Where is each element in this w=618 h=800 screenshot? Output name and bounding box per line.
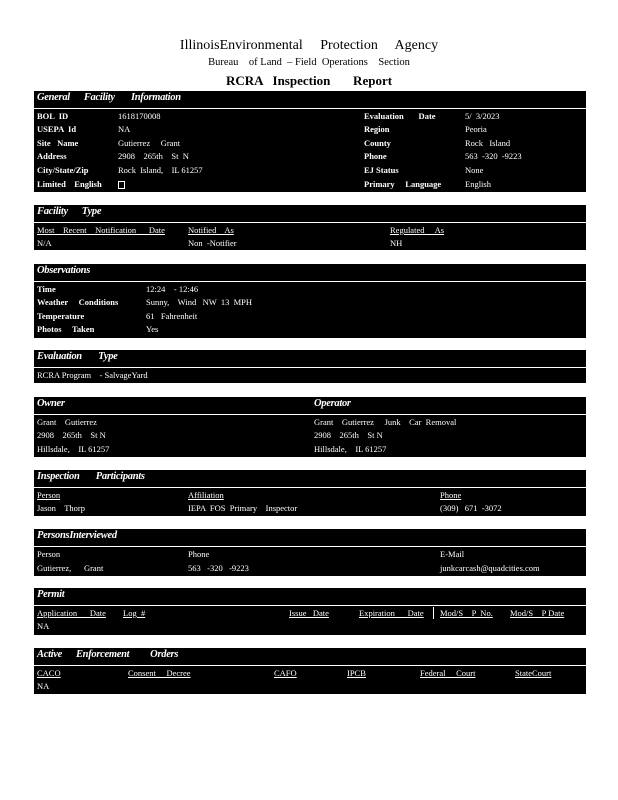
affiliation-header: Affiliation — [188, 490, 224, 500]
enforcement-value: NA — [37, 681, 50, 691]
participant-affiliation: IEPA FOS Primary Inspector — [188, 503, 298, 513]
notification-date-value: N/A — [37, 238, 52, 248]
regulated-as-header: Regulated As — [390, 225, 445, 235]
permit-value: NA — [37, 621, 50, 631]
limited-english-checkbox — [118, 178, 125, 190]
operator-name: Grant Gutierrez Junk Car Removal — [314, 417, 457, 427]
interviewed-email: junkcarcash@quadcities.com — [440, 563, 540, 573]
city-state-zip-label: City/State/Zip — [37, 165, 89, 175]
interviewed-phone-header: Phone — [188, 549, 210, 559]
notified-as-value: Non -Notifier — [188, 238, 237, 248]
mod-sp-no-header: Mod/S P No. — [440, 608, 493, 618]
issue-date-header: Issue Date — [289, 608, 329, 618]
federal-court-header: Federal Court — [420, 668, 476, 678]
expiration-date-header: Expiration Date — [359, 608, 424, 618]
owner-city: Hillsdale, IL 61257 — [37, 444, 110, 454]
time-value: 12:24 - 12:46 — [146, 284, 199, 294]
notification-date-header: Most Recent Notification Date — [37, 225, 165, 235]
owner-title: Owner — [37, 398, 65, 409]
section-title: Facility Type — [37, 206, 102, 217]
county-value: Rock Island — [465, 138, 511, 148]
site-name-label: Site Name — [37, 138, 79, 148]
primary-language-label: Primary Language — [364, 179, 442, 189]
regulated-as-value: NH — [390, 238, 403, 248]
agency-title: IllinoisEnvironmental Protection Agency — [179, 38, 439, 53]
enforcement-section — [34, 648, 586, 694]
ipcb-header: IPCB — [347, 668, 366, 678]
interviewed-person: Gutierrez, Grant — [37, 563, 104, 573]
mod-sp-date-header: Mod/S P Date — [510, 608, 565, 618]
photos-label: Photos Taken — [37, 324, 95, 334]
section-title: Evaluation Type — [37, 351, 118, 362]
cafo-header: CAFO — [274, 668, 297, 678]
permit-section — [34, 588, 586, 635]
phone-value: 563 -320 -9223 — [465, 151, 522, 161]
county-label: County — [364, 138, 391, 148]
general-facility-section — [34, 91, 586, 192]
section-title: Inspection Participants — [37, 471, 145, 482]
notified-as-header: Notified As — [188, 225, 234, 235]
bol-id-value: 1618170008 — [118, 111, 161, 121]
evaluation-date-value: 5/ 3/2023 — [465, 111, 500, 121]
section-title: Active Enforcement Orders — [37, 649, 179, 660]
owner-name: Grant Gutierrez — [37, 417, 97, 427]
temperature-value: 61 Fahrenheit — [146, 311, 198, 321]
ej-status-value: None — [465, 165, 484, 175]
site-name-value: Gutierrez Grant — [118, 138, 181, 148]
consent-decree-header: Consent Decree — [128, 668, 191, 678]
owner-operator-section — [34, 397, 586, 457]
phone-label: Phone — [364, 151, 387, 161]
city-state-zip-value: Rock Island, IL 61257 — [118, 165, 203, 175]
temperature-label: Temperature — [37, 311, 85, 321]
bol-id-label: BOL ID — [37, 111, 69, 121]
persons-interviewed-section — [34, 529, 586, 576]
facility-type-section — [34, 205, 586, 250]
inspection-participants-section — [34, 470, 586, 516]
application-date-header: Application Date — [37, 608, 106, 618]
operator-address: 2908 265th St N — [314, 430, 383, 440]
operator-title: Operator — [314, 398, 351, 409]
primary-language-value: English — [465, 179, 491, 189]
usepa-id-label: USEPA Id — [37, 124, 77, 134]
owner-address: 2908 265th St N — [37, 430, 106, 440]
ej-status-label: EJ Status — [364, 165, 399, 175]
participant-phone: (309) 671 -3072 — [440, 503, 502, 513]
caco-header: CACO — [37, 668, 61, 678]
participant-person: Jason Thorp — [37, 503, 86, 513]
photos-value: Yes — [146, 324, 159, 334]
interviewed-phone: 563 -320 -9223 — [188, 563, 249, 573]
evaluation-date-label: Evaluation Date — [364, 111, 436, 121]
limited-english-label: Limited English — [37, 179, 102, 189]
section-title: PersonsInterviewed — [37, 530, 117, 541]
interviewed-email-header: E-Mail — [440, 549, 465, 559]
bureau-subtitle: Bureau of Land – Field Operations Section — [208, 57, 410, 68]
region-label: Region — [364, 124, 390, 134]
address-label: Address — [37, 151, 67, 161]
phone-header: Phone — [440, 490, 462, 500]
time-label: Time — [37, 284, 56, 294]
section-title: Permit — [37, 589, 65, 600]
report-title: RCRA Inspection Report — [225, 73, 393, 88]
region-value: Peoria — [465, 124, 487, 134]
section-title: Observations — [37, 265, 90, 276]
evaluation-type-value: RCRA Program - SalvageYard — [37, 370, 148, 380]
evaluation-type-section — [34, 350, 586, 383]
state-court-header: StateCourt — [515, 668, 552, 678]
observations-section — [34, 264, 586, 338]
weather-label: Weather Conditions — [37, 297, 119, 307]
interviewed-person-header: Person — [37, 549, 61, 559]
operator-city: Hillsdale, IL 61257 — [314, 444, 387, 454]
address-value: 2908 265th St N — [118, 151, 189, 161]
person-header: Person — [37, 490, 61, 500]
usepa-id-value: NA — [118, 124, 131, 134]
log-number-header: Log # — [123, 608, 146, 618]
section-title: General Facility Information — [37, 92, 181, 103]
weather-value: Sunny, Wind NW 13 MPH — [146, 297, 252, 307]
